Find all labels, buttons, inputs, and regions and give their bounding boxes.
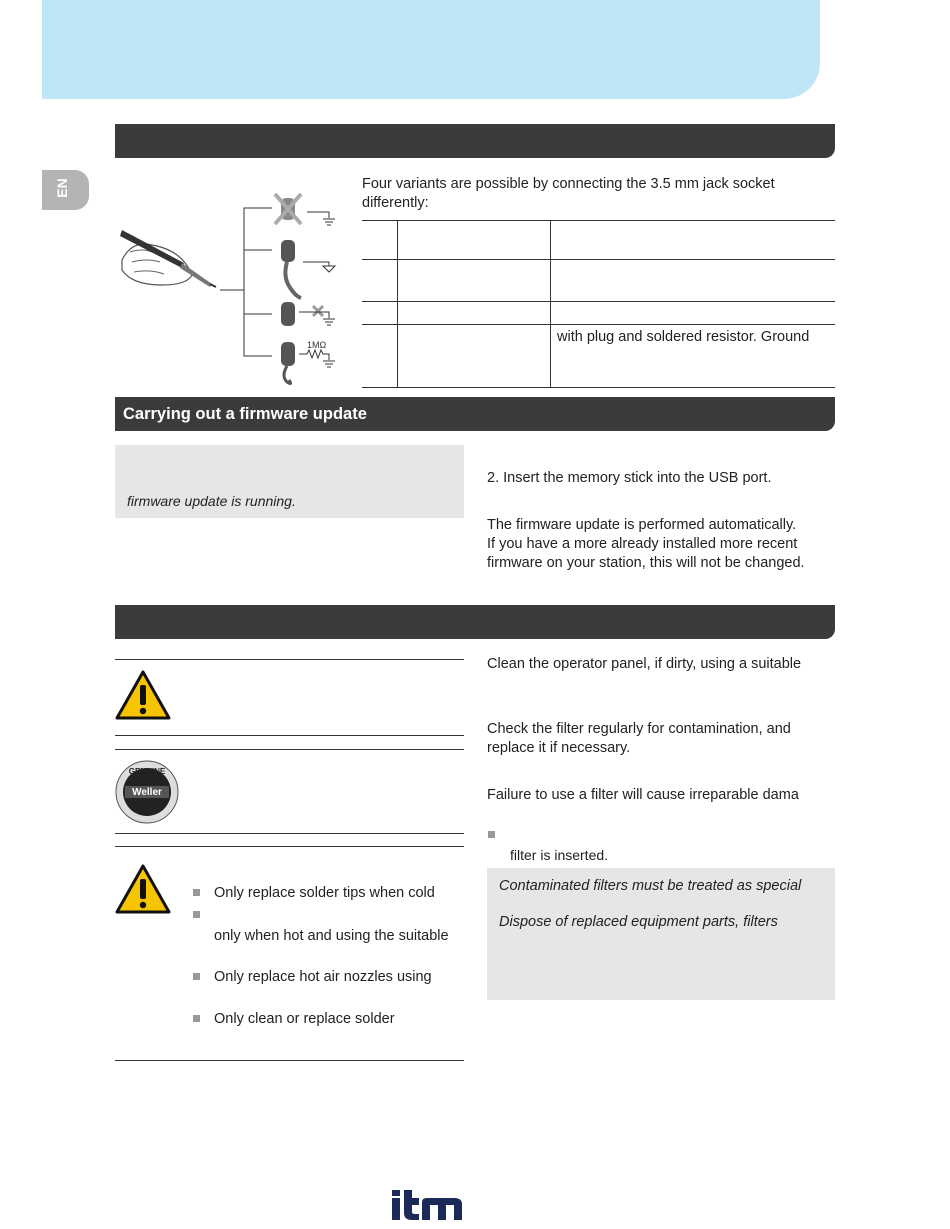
divider	[115, 735, 464, 736]
firmware-auto-line-3: firmware on your station, this will not be changed.	[487, 555, 805, 571]
header-banner	[42, 0, 820, 99]
genuine-weller-logo	[115, 760, 179, 824]
variants-table	[362, 220, 835, 388]
table-row	[362, 260, 835, 302]
section-header-firmware: Carrying out a firmware update	[115, 397, 835, 431]
bullet-text: Only replace hot air nozzles using	[214, 969, 432, 985]
disposal-note-2: Dispose of replaced equipment parts, filters	[499, 914, 778, 930]
clean-panel-text: Clean the operator panel, if dirty, using a suitable	[487, 656, 802, 672]
bullet-icon	[193, 973, 200, 980]
check-filter-text-2: replace it if necessary.	[487, 740, 631, 756]
language-tab	[42, 170, 89, 210]
itm-logo	[392, 1188, 464, 1222]
firmware-auto-line-1: The firmware update is performed automatically.	[487, 517, 797, 533]
bullet-icon	[193, 889, 200, 896]
svg-text:Weller: Weller	[132, 787, 162, 798]
divider	[115, 749, 464, 750]
variants-intro: Four variants are possible by connecting the 3.5 mm jack socket differently:	[362, 176, 775, 211]
table-row	[362, 302, 835, 325]
bullet-text: only when hot and using the suitable	[214, 928, 449, 944]
svg-text:GENUINE: GENUINE	[128, 767, 166, 776]
warning-icon	[115, 864, 171, 914]
check-filter-text-1: Check the filter regularly for contamination, and	[487, 721, 791, 737]
bullet-icon	[488, 831, 495, 838]
firmware-note: firmware update is running.	[127, 493, 296, 509]
disposal-note-1: Contaminated filters must be treated as special	[499, 878, 802, 894]
bullet-text: Only clean or replace solder	[214, 1011, 395, 1027]
table-row: with plug and soldered resistor. Ground	[362, 325, 835, 388]
section-header-1	[115, 124, 835, 158]
table-row	[362, 221, 835, 260]
bullet-icon	[193, 1015, 200, 1022]
firmware-auto-line-2: If you have a more already installed more recent	[487, 536, 798, 552]
divider	[115, 1060, 464, 1061]
resistor-label: 1MΩ	[307, 340, 327, 350]
warning-icon	[115, 670, 171, 720]
filter-inserted-text: filter is inserted.	[510, 847, 609, 863]
firmware-step-2: 2. Insert the memory stick into the USB port.	[487, 470, 772, 486]
divider	[115, 846, 464, 847]
divider	[115, 833, 464, 834]
bullet-icon	[193, 911, 200, 918]
disposal-note-box	[487, 868, 835, 1000]
language-label: EN	[54, 178, 70, 198]
soldering-iron-illustration	[112, 190, 362, 390]
failure-text: Failure to use a filter will cause irreparable dama	[487, 787, 799, 803]
section-header-3	[115, 605, 835, 639]
bullet-text: Only replace solder tips when cold	[214, 885, 435, 901]
firmware-note-box	[115, 445, 464, 518]
divider	[115, 659, 464, 660]
